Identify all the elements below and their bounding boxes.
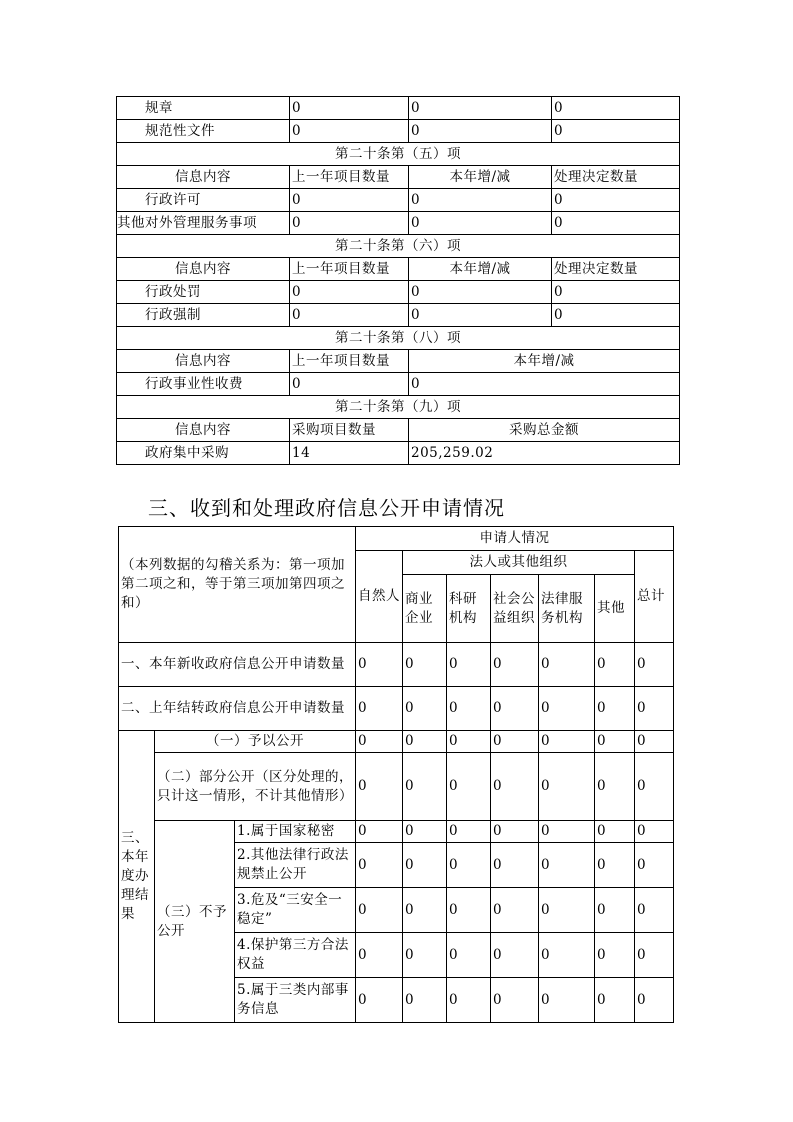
cell-value: 0 bbox=[290, 304, 409, 327]
cell-value: 0 bbox=[552, 120, 680, 143]
cell-value: 14 bbox=[290, 442, 409, 465]
table-row bbox=[117, 281, 680, 304]
table-row bbox=[119, 821, 674, 843]
cell-value: 0 bbox=[403, 643, 447, 687]
cell-value: 0 bbox=[356, 888, 403, 933]
cell-value: 0 bbox=[356, 731, 403, 753]
header-row bbox=[117, 258, 680, 281]
cell-value: 0 bbox=[491, 643, 539, 687]
header-row bbox=[117, 166, 680, 189]
relation-note: （本列数据的勾稽关系为：第一项加第二项之和，等于第三项加第四项之和） bbox=[119, 527, 356, 643]
cell-value: 0 bbox=[635, 978, 674, 1023]
cell-value: 0 bbox=[539, 843, 595, 888]
cell-value: 0 bbox=[635, 687, 674, 731]
table-row bbox=[117, 189, 680, 212]
cell-value: 0 bbox=[290, 212, 409, 235]
table-row bbox=[117, 212, 680, 235]
column-header: 本年增/减 bbox=[409, 258, 552, 281]
table-row bbox=[117, 97, 680, 120]
cell-value: 0 bbox=[491, 843, 539, 888]
cell-value: 0 bbox=[447, 643, 491, 687]
row-label: 4.保护第三方合法权益 bbox=[235, 933, 356, 978]
cell-value: 0 bbox=[447, 731, 491, 753]
cell-value: 0 bbox=[491, 731, 539, 753]
cell-value: 0 bbox=[356, 643, 403, 687]
column-header: 采购总金额 bbox=[409, 419, 680, 442]
column-header: 本年增/减 bbox=[409, 350, 680, 373]
cell-value: 0 bbox=[290, 281, 409, 304]
column-header: 采购项目数量 bbox=[290, 419, 409, 442]
cell-value: 0 bbox=[403, 888, 447, 933]
cell-value: 0 bbox=[356, 843, 403, 888]
row-label: 一、本年新收政府信息公开申请数量 bbox=[119, 643, 356, 687]
cell-value: 0 bbox=[491, 687, 539, 731]
cell-value: 0 bbox=[595, 978, 635, 1023]
cell-value: 0 bbox=[595, 933, 635, 978]
column-header: 信息内容 bbox=[117, 166, 290, 189]
subgroup-label: （三）不予公开 bbox=[155, 821, 235, 1023]
row-label: 行政强制 bbox=[117, 304, 290, 327]
cell-value: 0 bbox=[409, 373, 680, 396]
column-header: 信息内容 bbox=[117, 258, 290, 281]
cell-value: 0 bbox=[552, 281, 680, 304]
cell-value: 0 bbox=[635, 843, 674, 888]
cell-value: 0 bbox=[552, 97, 680, 120]
cell-value: 0 bbox=[409, 120, 552, 143]
column-header: 本年增/减 bbox=[409, 166, 552, 189]
column-header: 科研机构 bbox=[447, 575, 491, 643]
cell-value: 0 bbox=[595, 821, 635, 843]
cell-value: 0 bbox=[447, 843, 491, 888]
table-row bbox=[119, 643, 674, 687]
cell-value: 0 bbox=[635, 888, 674, 933]
natural-person-header: 自然人 bbox=[356, 551, 403, 643]
header-row bbox=[117, 350, 680, 373]
cell-value: 0 bbox=[403, 843, 447, 888]
row-label: 行政许可 bbox=[117, 189, 290, 212]
cell-value: 0 bbox=[539, 731, 595, 753]
cell-value: 0 bbox=[635, 753, 674, 821]
applicant-header: 申请人情况 bbox=[356, 527, 674, 551]
row-label: 规章 bbox=[117, 97, 290, 120]
section-title-row bbox=[117, 235, 680, 258]
row-label: 政府集中采购 bbox=[117, 442, 290, 465]
row-label: 2.其他法律行政法规禁止公开 bbox=[235, 843, 356, 888]
cell-value: 0 bbox=[409, 304, 552, 327]
cell-value: 0 bbox=[539, 643, 595, 687]
cell-value: 0 bbox=[403, 933, 447, 978]
column-header: 处理决定数量 bbox=[552, 258, 680, 281]
table-row bbox=[117, 304, 680, 327]
cell-value: 0 bbox=[539, 753, 595, 821]
column-header: 上一年项目数量 bbox=[290, 258, 409, 281]
cell-value: 0 bbox=[595, 687, 635, 731]
cell-value: 0 bbox=[595, 753, 635, 821]
cell-value: 0 bbox=[403, 821, 447, 843]
cell-value: 0 bbox=[409, 212, 552, 235]
info-disclosure-table bbox=[116, 96, 680, 465]
section-title-row bbox=[117, 143, 680, 166]
cell-value: 0 bbox=[635, 933, 674, 978]
row-label: （一）予以公开 bbox=[155, 731, 356, 753]
cell-value: 0 bbox=[595, 731, 635, 753]
row-label: 1.属于国家秘密 bbox=[235, 821, 356, 843]
cell-value: 0 bbox=[403, 687, 447, 731]
cell-value: 0 bbox=[635, 821, 674, 843]
row-label: 行政处罚 bbox=[117, 281, 290, 304]
cell-value: 0 bbox=[447, 687, 491, 731]
cell-value: 0 bbox=[635, 643, 674, 687]
cell-value: 0 bbox=[356, 753, 403, 821]
application-table bbox=[118, 526, 674, 1023]
cell-value: 0 bbox=[635, 731, 674, 753]
cell-value: 0 bbox=[290, 373, 409, 396]
table-row bbox=[117, 373, 680, 396]
table-row bbox=[119, 753, 674, 821]
cell-value: 0 bbox=[539, 687, 595, 731]
cell-value: 0 bbox=[409, 281, 552, 304]
row-label: 行政事业性收费 bbox=[117, 373, 290, 396]
section-title-row bbox=[117, 396, 680, 419]
column-header: 上一年项目数量 bbox=[290, 350, 409, 373]
cell-value: 0 bbox=[552, 212, 680, 235]
cell-value: 0 bbox=[552, 304, 680, 327]
row-label: （二）部分公开（区分处理的，只计这一情形，不计其他情形） bbox=[155, 753, 356, 821]
cell-value: 0 bbox=[539, 888, 595, 933]
legal-org-header: 法人或其他组织 bbox=[403, 551, 635, 575]
cell-value: 205,259.02 bbox=[409, 442, 680, 465]
cell-value: 0 bbox=[356, 933, 403, 978]
column-header: 商业企业 bbox=[403, 575, 447, 643]
cell-value: 0 bbox=[290, 189, 409, 212]
cell-value: 0 bbox=[491, 753, 539, 821]
table-row bbox=[119, 731, 674, 753]
cell-value: 0 bbox=[491, 933, 539, 978]
cell-value: 0 bbox=[403, 753, 447, 821]
cell-value: 0 bbox=[356, 687, 403, 731]
cell-value: 0 bbox=[552, 189, 680, 212]
cell-value: 0 bbox=[409, 97, 552, 120]
column-header: 处理决定数量 bbox=[552, 166, 680, 189]
cell-value: 0 bbox=[447, 821, 491, 843]
cell-value: 0 bbox=[539, 933, 595, 978]
row-label: 规范性文件 bbox=[117, 120, 290, 143]
cell-value: 0 bbox=[447, 753, 491, 821]
cell-value: 0 bbox=[403, 731, 447, 753]
cell-value: 0 bbox=[539, 978, 595, 1023]
column-header: 社会公益组织 bbox=[491, 575, 539, 643]
table-row bbox=[119, 687, 674, 731]
section-heading: 三、收到和处理政府信息公开申请情况 bbox=[148, 496, 505, 520]
total-header: 总计 bbox=[635, 551, 674, 643]
table-row bbox=[117, 120, 680, 143]
cell-value: 0 bbox=[290, 120, 409, 143]
column-header: 法律服务机构 bbox=[539, 575, 595, 643]
cell-value: 0 bbox=[290, 97, 409, 120]
header-row bbox=[119, 527, 674, 551]
cell-value: 0 bbox=[356, 978, 403, 1023]
cell-value: 0 bbox=[595, 643, 635, 687]
cell-value: 0 bbox=[356, 821, 403, 843]
section-title: 第二十条第（六）项 bbox=[117, 235, 680, 258]
cell-value: 0 bbox=[447, 978, 491, 1023]
header-row bbox=[117, 419, 680, 442]
cell-value: 0 bbox=[491, 978, 539, 1023]
table-row bbox=[117, 442, 680, 465]
cell-value: 0 bbox=[447, 933, 491, 978]
cell-value: 0 bbox=[491, 821, 539, 843]
cell-value: 0 bbox=[491, 888, 539, 933]
row-label: 3.危及“三安全一稳定” bbox=[235, 888, 356, 933]
row-label: 5.属于三类内部事务信息 bbox=[235, 978, 356, 1023]
column-header: 其他 bbox=[595, 575, 635, 643]
section-title: 第二十条第（八）项 bbox=[117, 327, 680, 350]
cell-value: 0 bbox=[447, 888, 491, 933]
cell-value: 0 bbox=[595, 843, 635, 888]
cell-value: 0 bbox=[539, 821, 595, 843]
section-title: 第二十条第（九）项 bbox=[117, 396, 680, 419]
cell-value: 0 bbox=[409, 189, 552, 212]
cell-value: 0 bbox=[595, 888, 635, 933]
column-header: 信息内容 bbox=[117, 350, 290, 373]
row-label: 其他对外管理服务事项 bbox=[117, 212, 290, 235]
group-label: 三、本年度办理结果 bbox=[119, 731, 155, 1023]
column-header: 信息内容 bbox=[117, 419, 290, 442]
section-title: 第二十条第（五）项 bbox=[117, 143, 680, 166]
row-label: 二、上年结转政府信息公开申请数量 bbox=[119, 687, 356, 731]
column-header: 上一年项目数量 bbox=[290, 166, 409, 189]
cell-value: 0 bbox=[403, 978, 447, 1023]
section-title-row bbox=[117, 327, 680, 350]
